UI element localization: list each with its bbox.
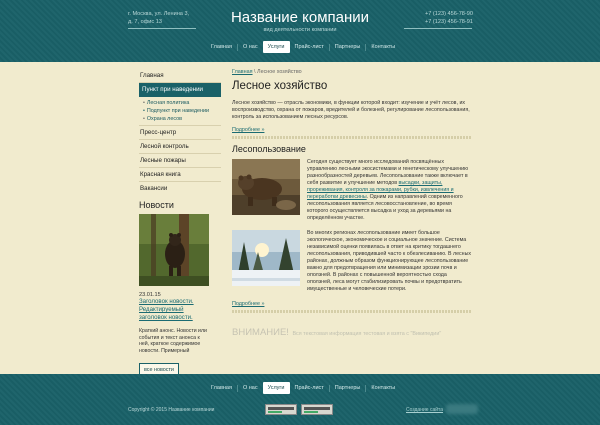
developer-logo[interactable] <box>446 404 478 414</box>
main-content <box>232 69 472 338</box>
sidebar <box>139 69 221 377</box>
nav-services[interactable]: Услуги <box>263 41 290 53</box>
sidebar-item-red-book[interactable]: Красная книга <box>139 168 221 182</box>
company-name[interactable]: Название компании <box>230 9 370 26</box>
dotted-divider <box>232 136 472 139</box>
winter-forest-image <box>232 230 300 286</box>
copyright: Copyright © 2015 Название компании <box>128 407 215 413</box>
counter-bar <box>304 407 330 410</box>
sidebar-subitem-forest-policy[interactable]: • Лесная политика <box>139 99 221 107</box>
sidebar-item-forest-control[interactable]: Лесной контроль <box>139 140 221 154</box>
address-underline <box>128 28 196 29</box>
article-text-1 <box>307 159 472 222</box>
article-1-text-start: Сегодня существует много исследований посвящённых управлению лесными экосистемами и генетическому улучшению разнообразностей деревьев. Лесопользование также включает в себя развитие и улучшение методов <box>307 159 469 186</box>
counter-badge-2[interactable] <box>301 404 333 415</box>
page-title: Лесное хозяйство <box>232 80 328 92</box>
sidebar-subitem-forest-protection[interactable]: • Охрана лесов <box>139 115 221 123</box>
site-header <box>0 0 600 62</box>
article-row <box>232 159 472 222</box>
article-text-2: Во многих регионах лесопользование имеет большое экологическое, экономическое и социальное значение. Система независимой оценки появилась в ответ на критику тогдашнего лесопользования, приводившей часто к обезлесиванию. В лесных районах, должным образом функционирующее лесопользование важно для предотвращения или минимизации эрозии почв и оползней. В районах с повышенной вероятностью схода оползней, леса могут стабилизировать почвы и предотвратить имущественные и человеческие потери. <box>307 230 472 292</box>
counter-bar <box>268 411 282 413</box>
header-phones <box>405 11 473 26</box>
dotted-divider <box>232 310 472 313</box>
footer-nav <box>206 382 400 394</box>
nav-home[interactable]: Главная <box>211 44 232 50</box>
sidebar-item-active[interactable]: Пункт при наведении <box>139 83 221 97</box>
breadcrumb-separator: \ <box>254 69 256 75</box>
header-address <box>128 11 218 26</box>
sidebar-subitem-hover[interactable]: • Подпункт при наведении <box>139 107 221 115</box>
breadcrumb-home[interactable]: Главная <box>232 69 253 75</box>
phones-underline <box>404 28 472 29</box>
article-image-bear[interactable] <box>232 159 300 215</box>
footer-nav-services[interactable]: Услуги <box>263 382 290 394</box>
attention-label: ВНИМАНИЕ! <box>232 327 289 338</box>
counter-bar <box>268 407 294 410</box>
footer-nav-home[interactable]: Главная <box>211 385 232 391</box>
sidebar-item-press[interactable]: Пресс-центр <box>139 126 221 140</box>
news-excerpt: Краткий анонс. Новости или события и текст анонса к ней, краткое содержимое новости. Примерный <box>139 328 207 354</box>
article-1-text-end: . Одним из направлений современного лесопользования является лесовосстановление, во время которого осуществляется высадка и уход за деревьями на определённом участке. <box>307 194 463 221</box>
bear-in-forest-image <box>139 214 209 286</box>
footer-nav-price[interactable]: Прайс-лист <box>294 385 324 391</box>
top-nav <box>206 41 400 53</box>
attention-text: Вся текстовая информация тестовая и взята с "Википедии" <box>292 331 442 337</box>
article-image-winter[interactable] <box>232 230 300 286</box>
site-footer <box>0 374 600 425</box>
bear-on-rocks-image <box>232 159 300 215</box>
footer-nav-about[interactable]: О нас <box>242 385 258 391</box>
phone-2: +7 (123) 456-78-91 <box>424 18 473 25</box>
all-news-button[interactable]: все новости <box>139 363 179 377</box>
sidebar-item-forest-fires[interactable]: Лесные пожары <box>139 154 221 168</box>
news-image[interactable] <box>139 214 209 286</box>
company-tagline: вид деятельности компании <box>263 27 337 33</box>
read-more-link[interactable]: Подробнее » <box>232 127 265 133</box>
address-line-2: д. 7, офис 13 <box>128 18 163 25</box>
news-title-link[interactable]: Заголовок новости. Редактируемый заголовок новости. <box>139 298 194 321</box>
footer-nav-partners[interactable]: Партнеры <box>334 385 361 391</box>
section-title: Лесопользование <box>232 144 306 154</box>
news-heading: Новости <box>139 200 174 210</box>
site-creation-link[interactable]: Создание сайта <box>406 407 444 413</box>
sidebar-sublist <box>139 97 221 126</box>
counter-bar <box>304 411 318 413</box>
read-more-link-2[interactable]: Подробнее » <box>232 301 265 307</box>
article-row <box>232 230 472 293</box>
sidebar-item-vacancies[interactable]: Вакансии <box>140 185 168 192</box>
breadcrumb <box>232 69 472 78</box>
article-1-inline-link[interactable]: высадки, защиты, прореживания, контроля за пожарами, рубки, извлечения и переработки древесины <box>307 180 454 200</box>
footer-nav-contacts[interactable]: Контакты <box>371 385 396 391</box>
nav-price[interactable]: Прайс-лист <box>294 44 324 50</box>
counter-badge-1[interactable] <box>265 404 297 415</box>
address-line-1: г. Москва, ул. Ленина 3, <box>128 11 190 17</box>
intro-paragraph: Лесное хозяйство — отрасль экономики, в функции которой входит: изучение и учёт лесов, их воспроизводство, охрана от пожаров, вредителей и болезней, регулирование лесопользования, контроль за использованием лесных ресурсов. <box>232 100 470 120</box>
news-date: 23.01.15 <box>139 292 161 298</box>
phone-1: +7 (123) 456-78-90 <box>424 11 473 17</box>
sidebar-item-home[interactable]: Главная <box>139 69 221 83</box>
nav-partners[interactable]: Партнеры <box>334 44 361 50</box>
attention-notice <box>232 327 472 338</box>
nav-contacts[interactable]: Контакты <box>371 44 396 50</box>
nav-about[interactable]: О нас <box>242 44 258 50</box>
breadcrumb-current: Лесное хозяйство <box>257 69 302 75</box>
